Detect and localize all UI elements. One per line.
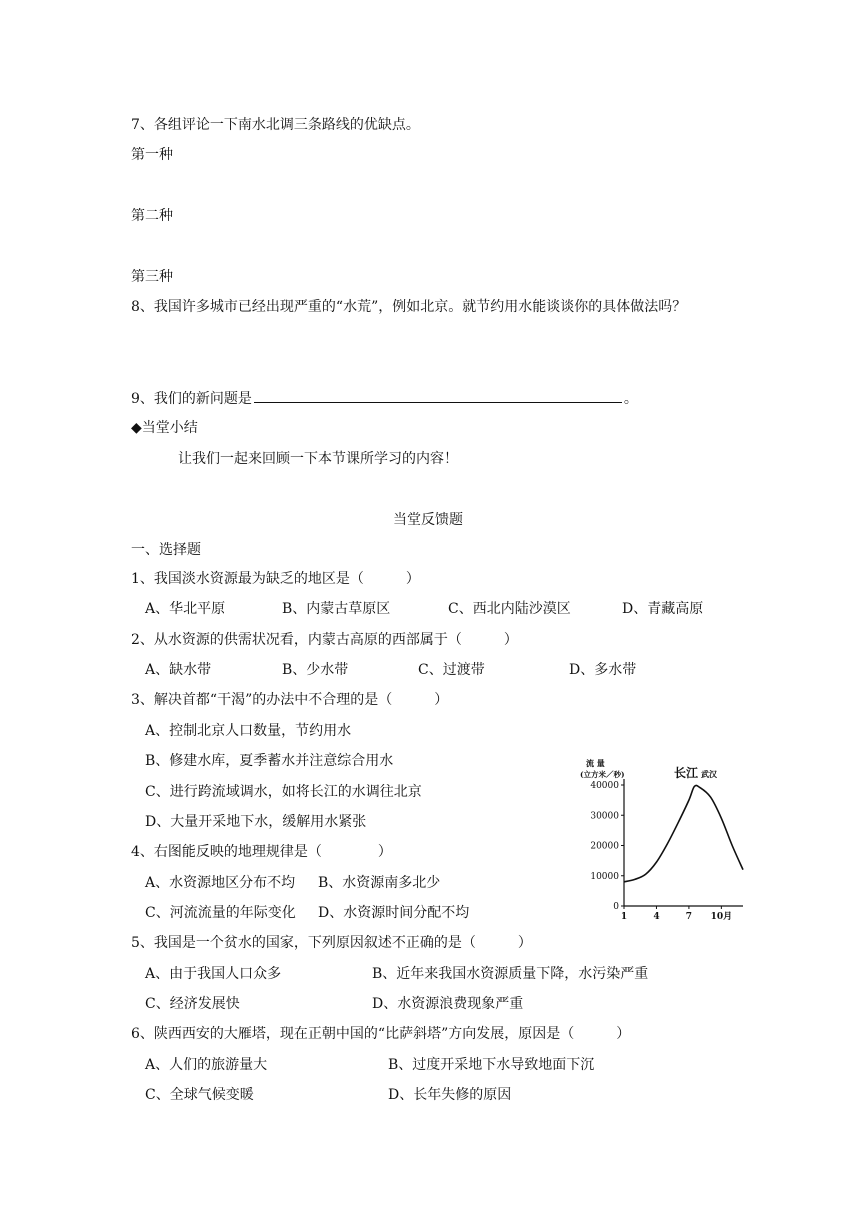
option-c[interactable]: C、西北内陆沙漠区 [448,601,571,617]
feedback-title: 当堂反馈题 [393,512,463,528]
question-9 [131,388,638,409]
route-3-label: 第三种 [131,269,173,285]
chart-ticks [590,781,732,922]
question-stem: 1、我国淡水资源最为缺乏的地区是（ ） [131,571,420,587]
option-c[interactable]: C、进行跨流域调水，如将长江的水调往北京 [145,784,422,800]
river-flow-chart [580,757,750,925]
option-a[interactable]: A、由于我国人口众多 [145,966,282,982]
question-9-suffix: 。 [623,391,638,407]
option-d[interactable]: D、水资源时间分配不均 [318,905,470,921]
option-a[interactable]: A、缺水带 [145,662,212,678]
section-label: 一、选择题 [131,542,201,558]
option-c[interactable]: C、过渡带 [418,662,485,678]
y-tick-label: 30000 [590,811,619,822]
chart-axes [624,779,743,906]
chart-title: 长江 [674,766,699,780]
option-b[interactable]: B、修建水库，夏季蓄水并注意综合用水 [145,753,394,769]
answer-blank[interactable] [254,388,622,403]
x-tick-label: 7 [685,912,693,922]
chart-series [624,785,743,881]
summary-text: 让我们一起来回顾一下本节课所学习的内容！ [178,451,458,467]
question-7: 7、各组评论一下南水北调三条路线的优缺点。 [131,117,420,133]
ylabel-line1: 流 量 [586,758,605,768]
question-stem: 3、解决首都“干渴”的办法中不合理的是（ ） [131,692,449,708]
option-c[interactable]: C、经济发展快 [145,996,240,1012]
y-tick-label: 40000 [590,781,619,791]
question-stem: 4、右图能反映的地理规律是（ ） [131,844,392,860]
question-stem: 2、从水资源的供需状况看，内蒙古高原的西部属于（ ） [131,632,518,648]
route-2-label: 第二种 [131,208,173,224]
question-stem: 5、我国是一个贫水的国家，下列原因叙述不正确的是（ ） [131,935,532,951]
summary-heading: ◆当堂小结 [131,420,198,436]
x-tick-label: 1 [620,912,628,922]
option-a[interactable]: A、人们的旅游量大 [145,1057,268,1073]
flow-line [624,785,743,881]
option-c[interactable]: C、全球气候变暖 [145,1087,254,1103]
option-d[interactable]: D、长年失修的原因 [388,1087,512,1103]
option-a[interactable]: A、水资源地区分布不均 [145,875,296,891]
option-a[interactable]: A、控制北京人口数量，节约用水 [145,723,352,739]
chart-subtitle: 武汉 [701,769,717,779]
y-tick-label: 0 [613,902,619,912]
x-tick-label: 10月 [710,912,733,922]
y-tick-label: 10000 [590,871,619,882]
ylabel-line2: (立方米／秒) [580,770,625,779]
option-d[interactable]: D、青藏高原 [622,601,704,617]
option-b[interactable]: B、水资源南多北少 [318,875,441,891]
option-b[interactable]: B、内蒙古草原区 [282,601,391,617]
question-8: 8、我国许多城市已经出现严重的“水荒”，例如北京。就节约用水能谈谈你的具体做法吗？ [131,299,687,315]
option-c[interactable]: C、河流流量的年际变化 [145,905,296,921]
option-d[interactable]: D、水资源浪费现象严重 [372,996,524,1012]
option-a[interactable]: A、华北平原 [145,601,226,617]
question-9-prefix: 9、我们的新问题是 [131,391,252,407]
y-tick-label: 20000 [590,841,619,852]
route-1-label: 第一种 [131,147,173,163]
option-b[interactable]: B、少水带 [282,662,349,678]
option-d[interactable]: D、多水带 [569,662,637,678]
option-d[interactable]: D、大量开采地下水，缓解用水紧张 [145,814,367,830]
option-b[interactable]: B、过度开采地下水导致地面下沉 [388,1057,595,1073]
option-b[interactable]: B、近年来我国水资源质量下降，水污染严重 [372,966,649,982]
x-tick-label: 4 [653,912,660,922]
question-stem: 6、陕西西安的大雁塔，现在正朝中国的“比萨斜塔”方向发展，原因是（ ） [131,1026,631,1042]
